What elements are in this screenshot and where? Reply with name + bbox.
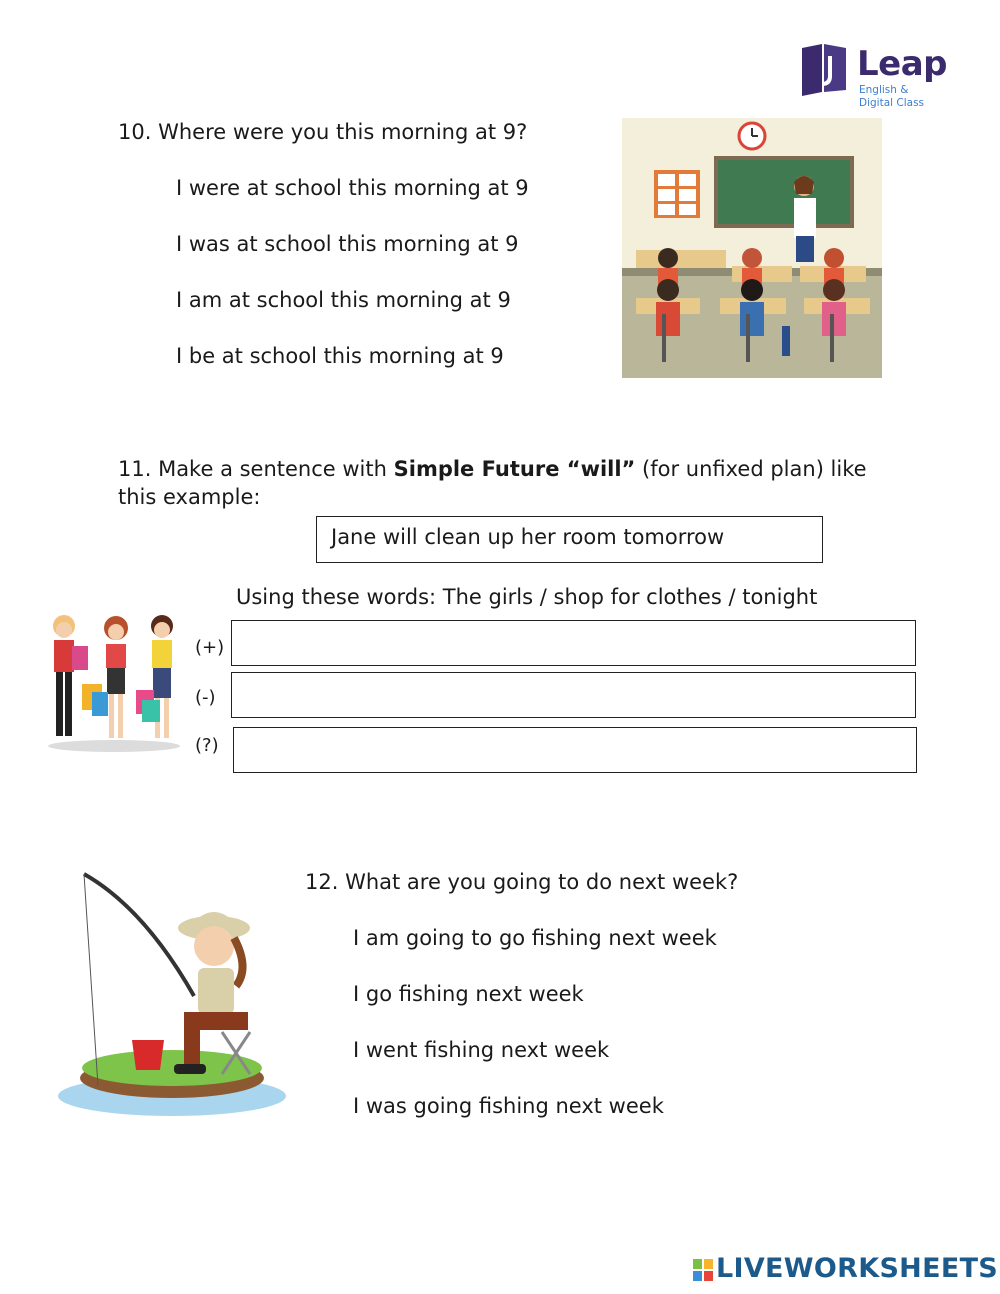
q12-option-3[interactable]: I went fishing next week: [353, 1038, 610, 1062]
q11-question-line2: this example:: [118, 485, 261, 509]
leap-logo-subtitle: [859, 84, 924, 110]
q10-question: 10. Where were you this morning at 9?: [118, 120, 528, 144]
leap-logo-text: Leap: [857, 44, 948, 84]
answer-positive-input[interactable]: [231, 620, 916, 666]
q12-option-1[interactable]: I am going to go fishing next week: [353, 926, 717, 950]
q10-option-1[interactable]: I were at school this morning at 9: [176, 176, 529, 200]
q11-bold-term: Simple Future “will”: [393, 457, 636, 481]
liveworksheets-brand: LIVEWORKSHEETS: [716, 1253, 999, 1284]
q11-suffix: (for unfixed plan) like: [635, 457, 867, 481]
q11-question: [118, 457, 867, 481]
answer-negative-input[interactable]: [231, 672, 916, 718]
logo-sub-line1: English &: [859, 84, 909, 96]
logo-sub-line2: Digital Class: [859, 97, 925, 109]
fishing-kid-illustration: [54, 868, 290, 1120]
sign-question: (?): [195, 735, 219, 756]
q10-option-4[interactable]: I be at school this morning at 9: [176, 344, 504, 368]
answer-question-input[interactable]: [233, 727, 917, 773]
sign-negative: (-): [195, 687, 216, 708]
q12-option-4[interactable]: I was going fishing next week: [353, 1094, 664, 1118]
q10-option-2[interactable]: I was at school this morning at 9: [176, 232, 519, 256]
q12-option-2[interactable]: I go fishing next week: [353, 982, 584, 1006]
leap-logo-icon: [800, 42, 848, 96]
q10-option-3[interactable]: I am at school this morning at 9: [176, 288, 511, 312]
liveworksheets-logo-icon: [693, 1259, 713, 1281]
q12-question: 12. What are you going to do next week?: [305, 870, 739, 894]
sign-positive: (+): [195, 637, 225, 658]
example-box: [316, 516, 823, 563]
q11-instruction: Using these words: The girls / shop for clothes / tonight: [236, 585, 818, 609]
q11-prefix: 11. Make a sentence with: [118, 457, 394, 481]
example-sentence: Jane will clean up her room tomorrow: [331, 525, 725, 549]
shopping-girls-illustration: [44, 606, 184, 754]
classroom-illustration: [622, 118, 882, 378]
